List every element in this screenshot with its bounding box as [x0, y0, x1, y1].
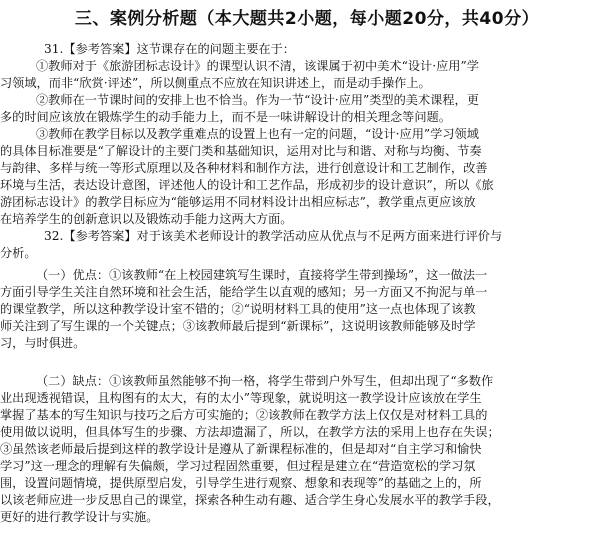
text-line: 在培养学生的创新意识以及锻炼动手能力这两大方面。	[0, 212, 293, 226]
text-line: （一）优点：①该教师“在上校园建筑写生课时，直接将学生带到操场”，这一做法一	[36, 268, 488, 282]
disadvantages-section	[0, 373, 606, 526]
text-line: 更好的进行教学设计与实施。	[0, 510, 159, 524]
text-line: 习领域，而非“欣赏·评述”，所以侧重点不应放在知识讲述上，而是动手操作上。	[0, 76, 431, 90]
text-line: 与韵律、多样与统一等形式原理以及各种材料和制作方法，进行创意设计和工艺制作，改善	[0, 161, 488, 175]
advantages-section	[0, 267, 606, 352]
text-line: 31.【参考答案】这节课存在的问题主要在于：	[44, 42, 295, 56]
text-line: 使用做以说明，但具体写生的步骤、方法却遗漏了，所以，在教学方法的采用上也存在失误；	[0, 425, 500, 439]
text-line: 围，设置问题情境，提供原型启发，引导学生进行观察、想象和表现等”的基础之上的，所	[0, 476, 482, 490]
question-32-answer	[0, 228, 606, 262]
question-31-answer	[0, 41, 606, 228]
text-line: 业出现透视错误，且构图有的太大，有的太小”等现象，就说明这一教学设计应该放在学生	[0, 391, 482, 405]
text-line: 的具体目标准要是“了解设计的主要门类和基础知识，运用对比与和谐、对称与均衡、节奏	[0, 144, 482, 158]
text-line: 以该老师应进一步反思自己的课堂，探索各种生动有趣、适合学生身心发展水平的教学手段，	[0, 493, 500, 507]
text-line: ③教师在教学目标以及教学重难点的设置上也有一定的问题，“设计·应用”学习领域	[36, 127, 479, 141]
text-line: 师关注到了写生课的一个关键点；③该教师最后提到“新课标”，这说明该教师能够及时学	[0, 319, 476, 333]
section-title: 三、案例分析题（本大题共2小题，每小题20分，共40分）	[74, 9, 540, 29]
text-line: ③虽然该老师最后提到这样的教学设计是遵从了新课程标准的，但是却对“自主学习和愉快	[0, 442, 482, 456]
text-line: 游团标志设计》的教学目标应为“能够运用不同材料设计出相应标志”，教学重点更应该放	[0, 195, 476, 209]
text-line: 习，与时俱进。	[0, 336, 86, 350]
text-line: 学习”这一理念的理解有失偏颇，学习过程固然重要，但过程是建立在“营造宽松的学习氛	[0, 459, 476, 473]
text-line: ②教师在一节课时间的安排上也不恰当。作为一节“设计·应用”类型的美术课程，更	[36, 93, 479, 107]
text-line: 掌握了基本的写生知识与技巧之后方可实施的；②该教师在教学方法上仅仅是对材料工具的	[0, 408, 488, 422]
text-line: ①教师对于《旅游团标志设计》的课型认识不清，该课属于初中美术“设计·应用”学	[36, 59, 479, 73]
text-line: 32.【参考答案】对于该美术老师设计的教学活动应从优点与不足两方面来进行评价与	[44, 229, 503, 243]
text-line: （二）缺点：①该教师虽然能够不拘一格，将学生带到户外写生，但却出现了“多数作	[36, 374, 494, 388]
text-line: 方面引导学生关注自然环境和社会生活，能给学生以直观的感知；另一方面又不拘泥与单一	[0, 285, 488, 299]
text-line: 分析。	[0, 246, 37, 260]
text-line: 的课堂教学，所以这种教学设计室不错的；②“说明材料工具的使用”这一点也体现了该教	[0, 302, 476, 316]
text-line: 环境与生活，表达设计意图，评述他人的设计和工艺作品，形成初步的设计意识”，所以《旅	[0, 178, 494, 192]
text-line: 多的时间应该放在锻炼学生的动手能力上，而不是一味讲解设计的相关理念等问题。	[0, 110, 451, 124]
